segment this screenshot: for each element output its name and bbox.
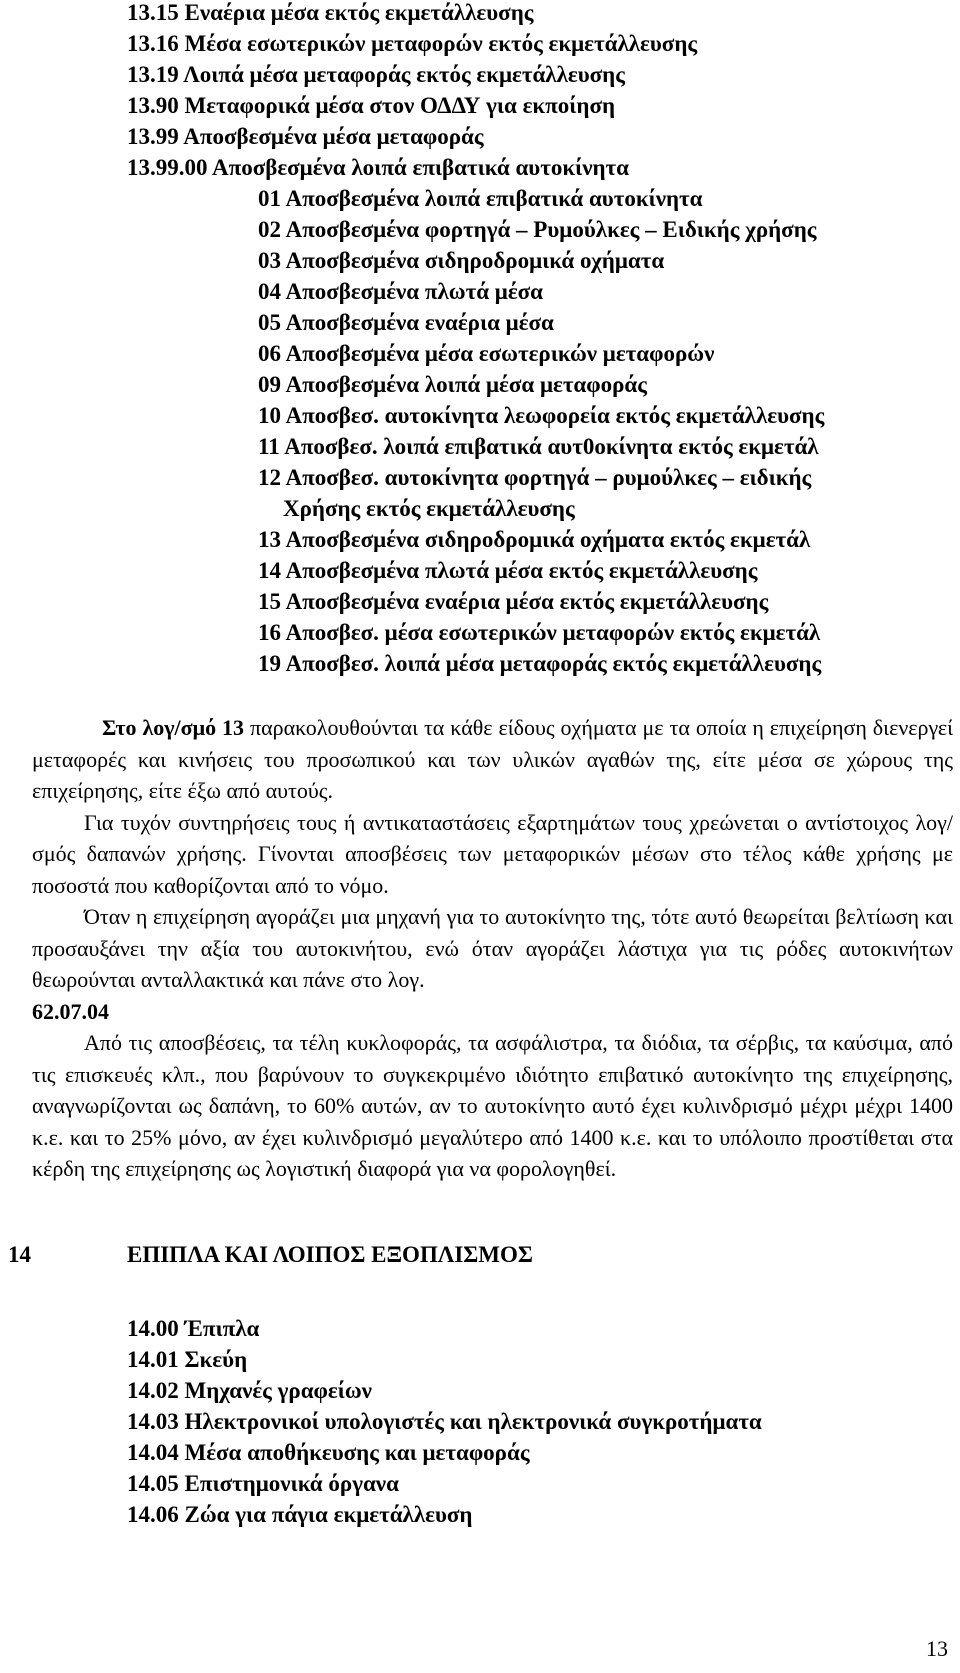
sub-account-06: 06 Αποσβεσμένα μέσα εσωτερικών μεταφορών: [258, 341, 715, 366]
section-14-number: 14: [8, 1242, 31, 1267]
account-reference: 62.07.04: [32, 998, 109, 1024]
account-13-90: 13.90 Μεταφορικά μέσα στον ΟΔΔΥ για εκποίηση: [127, 93, 616, 118]
sub-account-01: 01 Αποσβεσμένα λοιπά επιβατικά αυτοκίνητα: [258, 186, 703, 211]
account-14-00: 14.00 Έπιπλα: [127, 1316, 260, 1341]
paragraph-text: παρακολουθούνται τα κάθε είδους οχήματα με τα οποία η επιχείρηση διενεργεί μεταφορές και κινήσεις του προσωπικού και των υλικών αγαθών της, είτε μέσα σε χώρους της επιχείρησης, είτε έξω από αυτούς.: [32, 715, 954, 803]
sub-account-19: 19 Αποσβεσ. λοιπά μέσα μεταφοράς εκτός εκμετάλλευσης: [258, 651, 822, 676]
sub-account-02: 02 Αποσβεσμένα φορτηγά – Ρυμούλκες – Ειδικής χρήσης: [258, 217, 817, 242]
paragraph-engine-purchase: [32, 901, 953, 1027]
sub-account-14: 14 Αποσβεσμένα πλωτά μέσα εκτός εκμετάλλευσης: [258, 558, 758, 583]
account-13-16: 13.16 Μέσα εσωτερικών μεταφορών εκτός εκμετάλλευσης: [127, 31, 698, 56]
paragraph-depreciation: Από τις αποσβέσεις, τα τέλη κυκλοφοράς, τα ασφάλιστρα, τα διόδια, τα σέρβις, τα καύσιμα, από τις επισκευές κλπ., που βαρύνουν το συγκεκριμένο ιδιότητο επιβατικό αυτοκίνητο της επιχείρησης, αναγνωρίζονται ως δαπάνη, το 60% αυτών, αν το αυτοκίνητο αυτό έχει κυλινδρισμό μέχρι μέχρι 1400 κ.ε. και το 25% μόνο, αν έχει κυλινδρισμό μεγαλύτερο από 1400 κ.ε. και το υπόλοιπο προστίθεται στα κέρδη της επιχείρησης ως λογιστική διαφορά για να φορολογηθεί.: [32, 1030, 953, 1181]
sub-account-11: 11 Αποσβεσ. λοιπά επιβατικά αυτ0οκίνητα εκτός εκμετάλ: [258, 434, 819, 459]
body-text: [32, 712, 953, 1185]
paragraph-text: Όταν η επιχείρηση αγοράζει μια μηχανή για το αυτοκίνητο της, τότε αυτό θεωρείται βελτίωση και προσαυξάνει την αξία του αυτοκινήτου, ενώ όταν αγοράζει λάστιχα για τις ρόδες αυτοκινήτων θεωρούνται ανταλλακτικά και πάνε στο λογ.: [32, 904, 953, 992]
page-number: 13: [926, 1636, 948, 1661]
account-14-04: 14.04 Μέσα αποθήκευσης και μεταφοράς: [127, 1440, 530, 1465]
account-14-03: 14.03 Ηλεκτρονικοί υπολογιστές και ηλεκτρονικά συγκροτήματα: [127, 1409, 762, 1434]
section-14-title: ΕΠΙΠΛΑ ΚΑΙ ΛΟΙΠΟΣ ΕΞΟΠΛΙΣΜΟΣ: [127, 1242, 533, 1267]
sub-account-16: 16 Αποσβεσ. μέσα εσωτερικών μεταφορών εκτός εκμετάλ: [258, 620, 821, 645]
account-13-99-00: 13.99.00 Αποσβεσμένα λοιπά επιβατικά αυτοκίνητα: [127, 155, 629, 180]
sub-account-04: 04 Αποσβεσμένα πλωτά μέσα: [258, 279, 543, 304]
sub-account-03: 03 Αποσβεσμένα σιδηροδρομικά οχήματα: [258, 248, 665, 273]
paragraph-lead: Στο λογ/σμό 13: [102, 715, 245, 740]
sub-account-12: 12 Αποσβεσ. αυτοκίνητα φορτηγά – ρυμούλκες – ειδικής: [258, 465, 812, 490]
sub-account-12-continued: Χρήσης εκτός εκμετάλλευσης: [283, 496, 575, 521]
paragraph-maintenance: Για τυχόν συντηρήσεις τους ή αντικαταστάσεις εξαρτημάτων τους χρεώνεται ο αντίστοιχος λογ/σμός δαπανών χρήσης. Γίνονται αποσβέσεις των μεταφορικών μέσων στο τέλος κάθε χρήσης με ποσοστά που καθορίζονται από το νόμο.: [32, 809, 953, 898]
sub-account-10: 10 Αποσβεσ. αυτοκίνητα λεωφορεία εκτός εκμετάλλευσης: [258, 403, 825, 428]
sub-account-09: 09 Αποσβεσμένα λοιπά μέσα μεταφοράς: [258, 372, 647, 397]
account-14-06: 14.06 Ζώα για πάγια εκμετάλλευση: [127, 1502, 473, 1527]
paragraph-account-13: [32, 712, 953, 807]
sub-account-13: 13 Αποσβεσμένα σιδηροδρομικά οχήματα εκτός εκμετάλ: [258, 527, 811, 552]
account-14-01: 14.01 Σκεύη: [127, 1347, 248, 1372]
account-13-99: 13.99 Αποσβεσμένα μέσα μεταφοράς: [127, 124, 484, 149]
account-13-19: 13.19 Λοιπά μέσα μεταφοράς εκτός εκμετάλλευσης: [127, 62, 625, 87]
sub-account-05: 05 Αποσβεσμένα εναέρια μέσα: [258, 310, 554, 335]
account-14-05: 14.05 Επιστημονικά όργανα: [127, 1471, 399, 1496]
account-13-15: 13.15 Εναέρια μέσα εκτός εκμετάλλευσης: [127, 0, 534, 25]
account-14-02: 14.02 Μηχανές γραφείων: [127, 1378, 372, 1403]
sub-account-15: 15 Αποσβεσμένα εναέρια μέσα εκτός εκμετάλλευσης: [258, 589, 769, 614]
